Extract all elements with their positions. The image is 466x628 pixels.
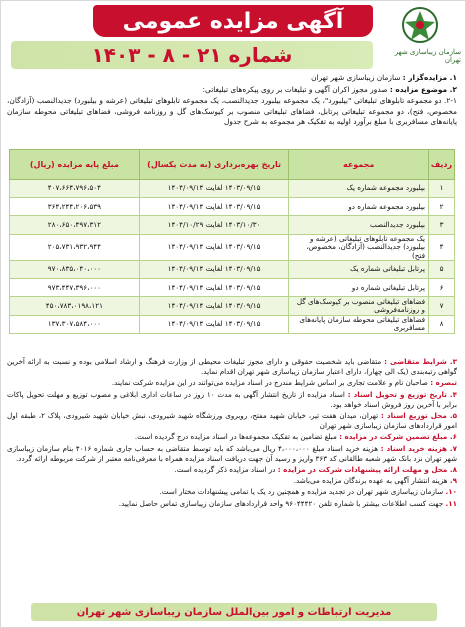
notice-header (1, 1, 466, 71)
clause-text: سازمان زیباسازی شهر تهران در تجدید مزایده و همچنین رد یک یا تمامی پیشنهادات مختار است. (159, 487, 444, 497)
clause-label: ۴. تاریخ توزیع و تحویل اسناد : (347, 389, 457, 399)
clause-text: اسناد مزایده از تاریخ انتشار آگهی به مدت ۱۰ روز در ساعات اداری ابلاغی و مصوب توزیع و مهلت تحویل پاکات برابر با آخرین روز فروش اسناد خواهد بود. (7, 389, 457, 409)
header-base-price: مبلغ پایه مزایده (ریال) (10, 150, 140, 180)
table-row (10, 216, 455, 234)
operation-period: ۱۴۰۳/۰۹/۱۵ لغایت ۱۴۰۴/۰۹/۱۴ (139, 279, 289, 297)
clause-text: جهت کسب اطلاعات بیشتر با شماره تلفن ۹۶۰۴۴۴۲۰ واحد قراردادهای سازمان زیباسازی تماس حاصل نمایید. (118, 498, 444, 508)
base-price: ۴۵۰،۷۸۳،۰۱۹۸،۱۲۱ (10, 297, 140, 315)
collection-name: پرتابل تبلیغاتی شماره یک (289, 261, 429, 279)
operation-period: ۱۴۰۳/۰۹/۱۵ لغایت ۱۴۰۴/۰۹/۱۴ (139, 180, 289, 198)
clause-label: ۳. شرایط متقاضی : (384, 357, 457, 366)
clause-label: ۱۱. (445, 498, 457, 508)
table-row (10, 234, 455, 261)
base-price: ۴۰۷،۶۶۴،۷۹۶،۵۰۴ (10, 180, 140, 198)
clause-label: ۲. موضوع مزایده : (389, 84, 457, 94)
clause-subject-detail: ۲-۱. دو مجموعه تابلوهای تبلیغاتی "بیلبورد"، یک مجموعه بیلبورد جدیدالنصب، یک مجموعه تابلوهای تبلیغاتی (عرشه و بیلبورد) جدیدالنصب (آزادگان، مخصوص، فتح)، دو مجموعه تبلیغاتی پرتابل، فضاهای تبلیغاتی منصوب بر کیوسک‌های گل و روزنامه فروشی، فضاهای تبلیغاتی محوطه سازمان پایانه‌های مسافربری با مبلغ برآورد اولیه به تفکیک هر مجموعه به شرح جدول (7, 96, 457, 126)
row-number: ۱ (429, 180, 455, 198)
base-price: ۱۳۷،۳۰۷،۵۸۴،۰۰۰ (10, 315, 140, 333)
clause-label: ۷. هزینه خرید اسناد : (380, 443, 457, 453)
condition-clause (7, 357, 457, 377)
row-number: ۲ (429, 198, 455, 216)
operation-period: ۱۴۰۳/۰۹/۱۵ لغایت ۱۴۰۴/۰۹/۱۴ (139, 198, 289, 216)
issue-number-band (11, 41, 373, 69)
emblem-icon (397, 5, 443, 47)
table-row (10, 180, 455, 198)
operation-period: ۱۴۰۳/۱۰/۳۰ لغایت ۱۴۰۴/۱۰/۲۹ (139, 216, 289, 234)
condition-clause (7, 432, 457, 442)
condition-clause (7, 476, 457, 486)
clause-label: تبصره : (430, 378, 457, 388)
condition-clause (7, 411, 457, 431)
clause-label: ۱۰. (445, 487, 457, 497)
condition-clause (7, 487, 457, 497)
intro-text (7, 73, 457, 129)
clause-text: هزینه خرید اسناد مبلغ ۴،۰۰۰،۰۰۰ ریال می‌باشد که باید توسط متقاضی به حساب جاری شماره ۴۰۱۶ بنام سازمان زیباسازی شهر تهران نزد بانک شهر شعبه طالقانی کد ۳۶۳ واریز و رسید آن جهت دریافت اسناد مزایده همراه با معرفی‌نامه معتبر از شرکت مربوطه ارائه گردد. (7, 443, 457, 463)
header-operation-date: تاریخ بهره‌برداری (به مدت یکسال) (139, 150, 289, 180)
condition-clause (7, 390, 457, 410)
organization-logo (379, 5, 461, 69)
clause-text: مبلغ تضامین به تفکیک مجموعه‌ها در اسناد مزایده درج گردیده است. (134, 432, 337, 442)
table-row (10, 261, 455, 279)
operation-period: ۱۴۰۳/۰۹/۱۵ لغایت ۱۴۰۴/۰۹/۱۴ (139, 261, 289, 279)
table-row (10, 315, 455, 333)
collection-name: بیلبورد مجموعه شماره یک (289, 180, 429, 198)
operation-period: ۱۴۰۳/۰۹/۱۵ لغایت ۱۴۰۴/۰۹/۱۴ (139, 297, 289, 315)
base-price: ۹۷۰،۸۳۵،۰۴۰،۰۰۰ (10, 261, 140, 279)
page-title: آگهی مزایده عمومی (122, 8, 344, 34)
row-number: ۸ (429, 315, 455, 333)
collection-name: بیلبورد جدیدالنصب (289, 216, 429, 234)
clause-label: ۵. محل توزیع اسناد : (380, 411, 458, 421)
clause-text: صدور مجوز اکران آگهی و تبلیغات بر روی پیکره‌های تبلیغاتی: (202, 84, 388, 94)
footer-band (31, 603, 437, 621)
table-header-row (10, 150, 455, 180)
row-number: ۴ (429, 234, 455, 261)
base-price: ۹۷۳،۴۴۷،۳۹۶،۰۰۰ (10, 279, 140, 297)
clause-text: صاحبان نام و علامت تجاری بر اساس شرایط مندرج در اسناد مزایده می‌توانند در این مزایده شرکت نمایند. (111, 378, 428, 388)
logo-caption: سازمان زیباسازی شهر تهران (394, 48, 461, 64)
condition-clause (7, 465, 457, 475)
clause-text: در اسناد مزایده ذکر گردیده است. (174, 465, 276, 475)
condition-clause (7, 444, 457, 464)
table-row (10, 279, 455, 297)
operation-period: ۱۴۰۳/۰۹/۱۵ لغایت ۱۴۰۴/۰۹/۱۴ (139, 234, 289, 261)
clause-label: ۱. مزایده‌گزار : (402, 73, 457, 82)
footer-signature: مدیریت ارتباطات و امور بین‌الملل سازمان زیباسازی شهر تهران (76, 606, 392, 618)
row-number: ۵ (429, 261, 455, 279)
collection-name: فضاهای تبلیغاتی محوطه سازمان پایانه‌های مسافربری (289, 315, 429, 333)
issue-number: شماره ۲۱ - ۸ - ۱۴۰۳ (91, 43, 293, 67)
clause-text: متقاضی باید شخصیت حقوقی و دارای مجوز تبلیغات محیطی از وزارت فرهنگ و ارشاد اسلامی بوده و نسبت به ارائه آخرین گواهی رتبه‌بندی (یک الی چهار)، دارای اعتبار سازمان زیباسازی شهر تهران اقدام نماید. (7, 357, 457, 377)
collection-name: یک مجموعه تابلوهای تبلیغاتی (عرشه و بیلبورد) جدیدالنصب (آزادگان، مخصوص، فتح) (289, 234, 429, 261)
table-row (10, 297, 455, 315)
row-number: ۳ (429, 216, 455, 234)
clause-text: هزینه انتشار آگهی به عهده برندگان مزایده می‌باشد. (293, 476, 448, 486)
base-price: ۳۶۴،۲۴۴،۲۰۶،۵۳۹ (10, 198, 140, 216)
collection-name: بیلبورد مجموعه شماره دو (289, 198, 429, 216)
collection-name: پرتابل تبلیغاتی شماره دو (289, 279, 429, 297)
clause-label: ۸. محل و مهلت ارائه پیشنهادات شرکت در مزایده : (277, 465, 457, 475)
collection-name: فضاهای تبلیغاتی منصوب بر کیوسک‌های گل و روزنامه‌فروشی (289, 297, 429, 315)
header-collection: مجموعه (289, 150, 429, 180)
table-row (10, 198, 455, 216)
operation-period: ۱۴۰۳/۰۹/۱۵ لغایت ۱۴۰۴/۰۹/۱۴ (139, 315, 289, 333)
condition-clause (7, 378, 457, 388)
conditions-list (7, 357, 457, 510)
clause-text: تهران، میدان هفت تیر، خیابان شهید مفتح، روبروی ورزشگاه شهید شیرودی، نبش خیابان شهید شیرودی، پلاک ۲، طبقه اول امور قراردادهای سازمان زیباسازی شهر تهران (7, 411, 457, 431)
base-price: ۲۸۰،۶۵۰،۴۹۷،۳۱۲ (10, 216, 140, 234)
title-banner (93, 5, 373, 37)
clause-text: سازمان زیباسازی شهر تهران (311, 73, 401, 82)
clause-label: ۹. (449, 476, 457, 486)
clause-auctioneer (7, 73, 457, 84)
row-number: ۷ (429, 297, 455, 315)
clause-subject (7, 85, 457, 96)
auction-table (9, 149, 455, 334)
clause-label: ۶. مبلغ تضمین شرکت در مزایده : (339, 432, 457, 442)
header-row-number: ردیف (429, 150, 455, 180)
row-number: ۶ (429, 279, 455, 297)
condition-clause (7, 499, 457, 509)
base-price: ۲۰۵،۷۳۱،۹۳۲،۹۴۴ (10, 234, 140, 261)
